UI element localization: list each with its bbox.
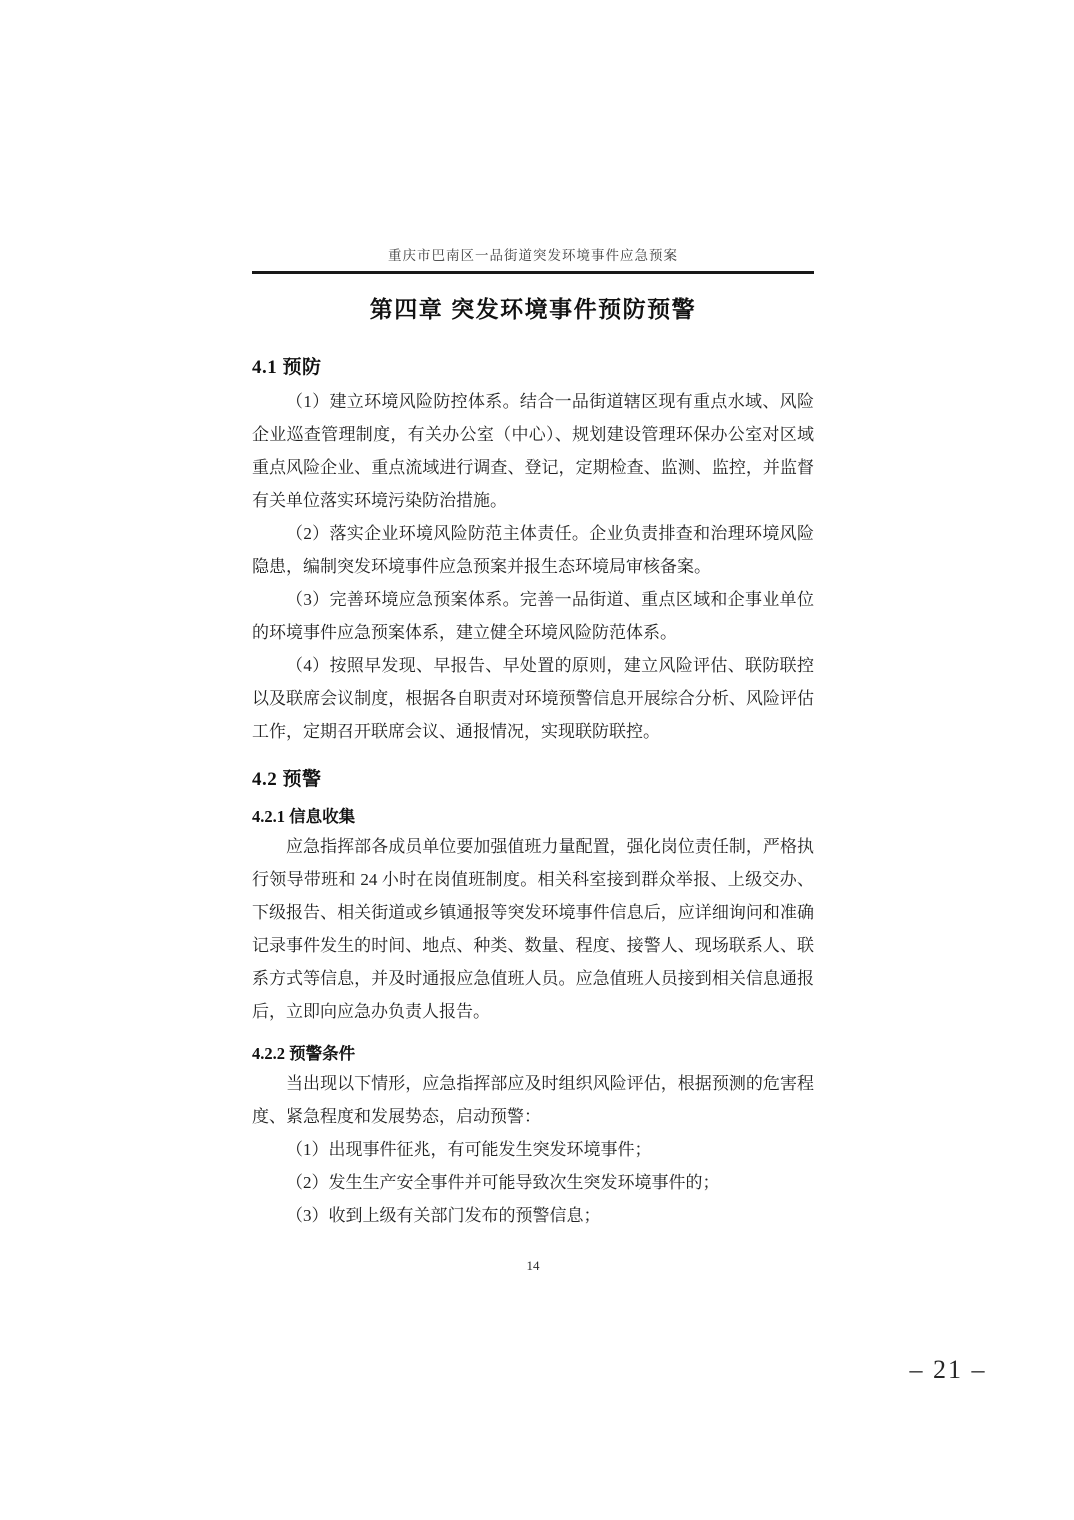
folio-page-number: – 21 – — [909, 1355, 987, 1384]
paragraph-4-2-2-item-1: （1）出现事件征兆，有可能发生突发环境事件； — [286, 1140, 652, 1159]
paragraph-4-2-2-item-3: （3）收到上级有关部门发布的预警信息； — [286, 1206, 601, 1225]
paragraph-4-1-item-4: （4）按照早发现、早报告、早处置的原则，建立风险评估、联防联控以及联席会议制度，根据各自职责对环境预警信息开展综合分析、风险评估工作，定期召开联席会议、通报情况，实现联防联控。 — [252, 656, 814, 741]
section-heading-4-1: 4.1 预防 — [252, 357, 322, 378]
paragraph-4-2-1-body: 应急指挥部各成员单位要加强值班力量配置，强化岗位责任制，严格执行领导带班和 24 小时在岗值班制度。相关科室接到群众举报、上级交办、下级报告、相关街道或乡镇通报等突发环境事件信息后，应详细询问和准确记录事件发生的时间、地点、种类、数量、程度、接警人、现场联系人、联系方式等信息，并及时通报应急值班人员。应急值班人员接到相关信息通报后，立即向应急办负责人报告。 — [252, 837, 814, 1021]
paragraph-4-1-item-1: （1）建立环境风险防控体系。结合一品街道辖区现有重点水域、风险企业巡查管理制度，有关办公室（中心）、规划建设管理环保办公室对区域重点风险企业、重点流域进行调查、登记，定期检查、监测、监控，并监督有关单位落实环境污染防治措施。 — [252, 392, 814, 510]
page-content — [252, 244, 814, 1232]
chapter-title: 第四章 突发环境事件预防预警 — [369, 296, 697, 322]
subsection-heading-4-2-2: 4.2.2 预警条件 — [252, 1044, 356, 1063]
subsection-heading-4-2-1: 4.2.1 信息收集 — [252, 807, 356, 826]
section-heading-4-2: 4.2 预警 — [252, 769, 322, 790]
paragraph-4-1-item-3: （3）完善环境应急预案体系。完善一品街道、重点区域和企事业单位的环境事件应急预案体系，建立健全环境风险防范体系。 — [252, 590, 814, 642]
paragraph-4-2-2-intro: 当出现以下情形，应急指挥部应及时组织风险评估，根据预测的危害程度、紧急程度和发展势态，启动预警： — [252, 1074, 814, 1126]
paragraph-4-2-2-item-2: （2）发生生产安全事件并可能导致次生突发环境事件的； — [286, 1173, 720, 1192]
running-header-title: 重庆市巴南区一品街道突发环境事件应急预案 — [388, 248, 678, 263]
header-divider-rule — [252, 271, 814, 274]
paragraph-4-1-item-2: （2）落实企业环境风险防范主体责任。企业负责排查和治理环境风险隐患，编制突发环境事件应急预案并报生态环境局审核备案。 — [252, 524, 814, 576]
page-number: 14 — [526, 1258, 540, 1273]
